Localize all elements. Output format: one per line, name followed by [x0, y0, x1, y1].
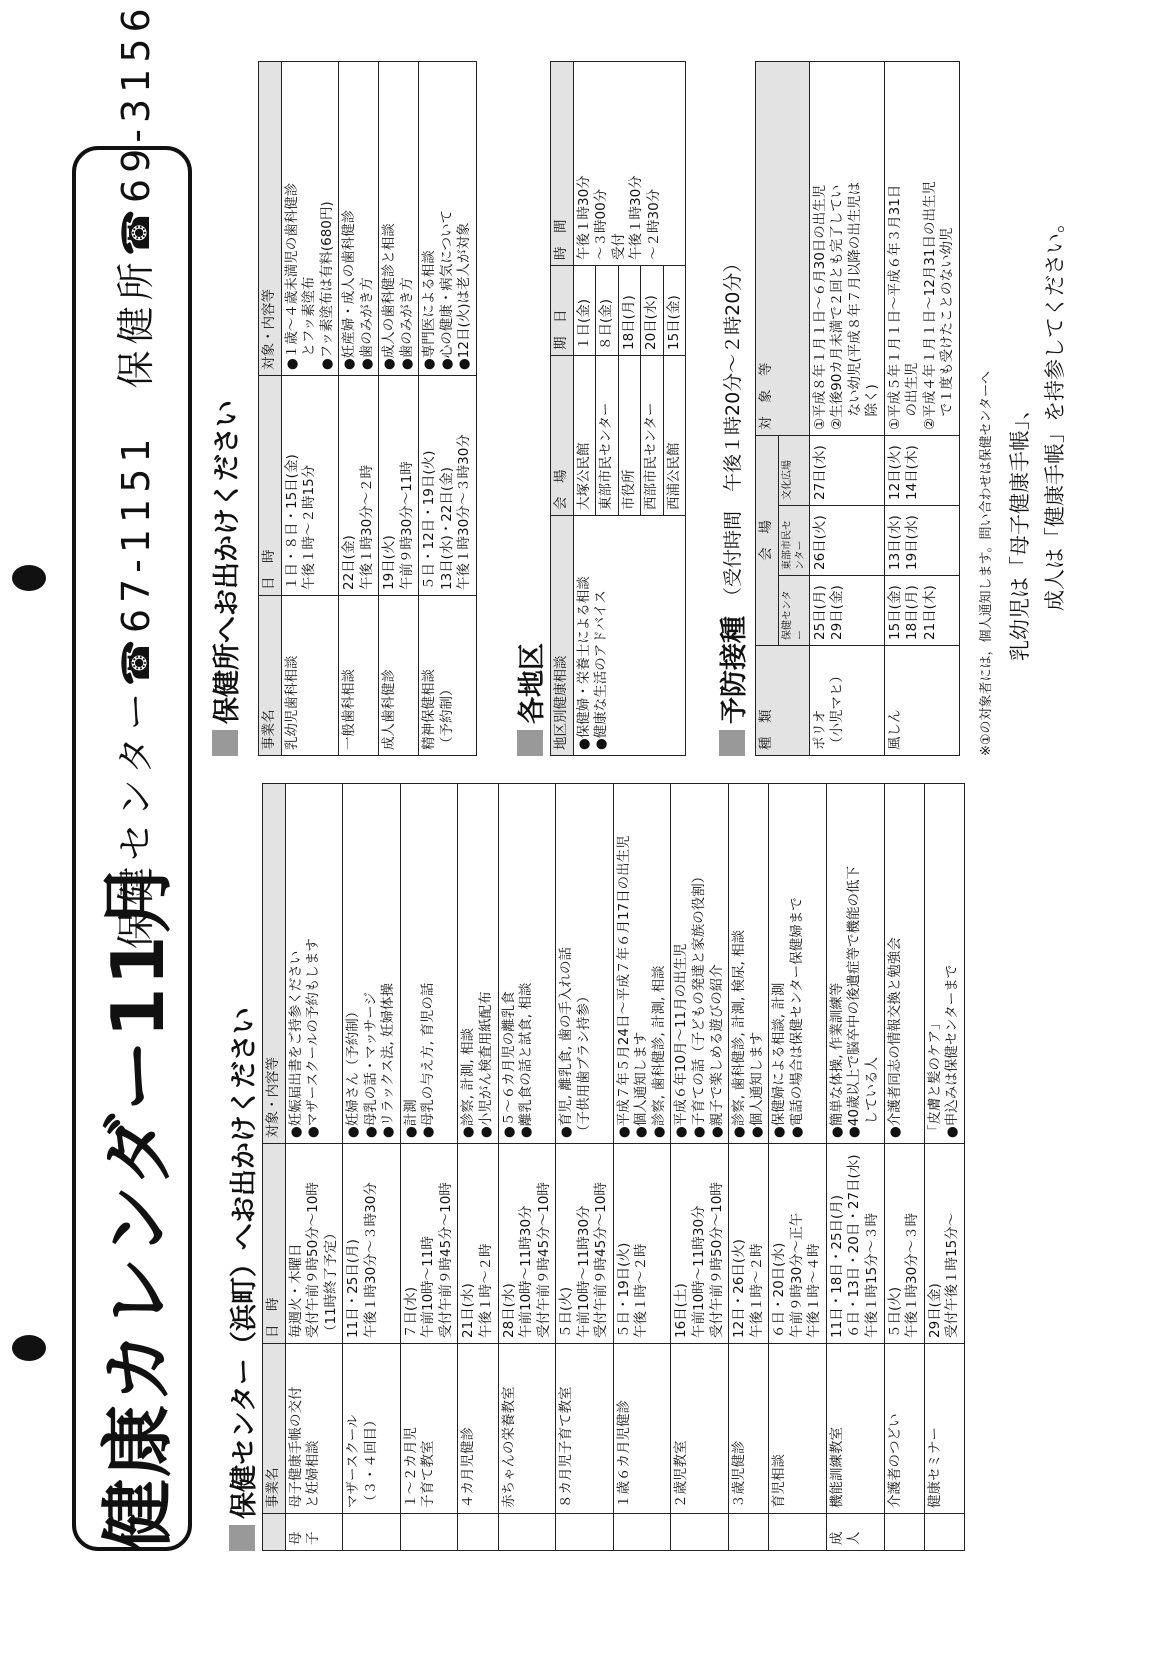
col-header: 対象・内容等 [259, 62, 282, 376]
section-chiku-heading: 各地区 [510, 643, 549, 756]
schedule-line: 21日(水) [460, 1283, 477, 1338]
hoken-center-table [262, 783, 965, 1551]
schedule-line: ７日(水) [402, 1286, 419, 1338]
details-line: ●５～６カ月児の離乳食 [500, 991, 517, 1138]
venue-date-line: 25日(月) [811, 585, 828, 640]
details-line: ●心の健康・病気について [438, 209, 455, 370]
details-line: ●育児, 離乳食, 歯の手入れの話 [558, 947, 575, 1138]
details-line: ●平成６年10月～11月の出生児 [673, 943, 690, 1138]
details-line: ●妊産婦・成人の歯科健診 [341, 209, 358, 370]
chiku-content [573, 516, 686, 756]
venue-date-line: 29日(金) [829, 585, 846, 640]
vaccine-type [884, 646, 959, 756]
schedule-line: 受付午前９時45分～10時 [535, 1182, 552, 1338]
program-name [671, 1344, 729, 1514]
schedule [379, 376, 419, 596]
schedule-line: ５日(火) [558, 1286, 575, 1338]
col-header: 時 間 [551, 62, 574, 266]
schedule [281, 376, 339, 596]
details-line: ●妊娠届出書をご持参ください [287, 950, 304, 1138]
program-name-line: 赤ちゃんの栄養教室 [500, 1386, 517, 1508]
details-line: ●成人の歯科健診と相談 [381, 223, 398, 370]
details [281, 62, 339, 376]
schedule-line: ５日(火) [886, 1286, 903, 1338]
venue: 西部市民センター [641, 356, 664, 516]
chiku-time-line: 受付 [610, 233, 627, 260]
date: 15日(金) [663, 266, 686, 356]
program-name [769, 1344, 827, 1514]
details-line: ●子育ての話（子どもの発達と家族の役割） [691, 869, 708, 1138]
schedule-line: 午後１時30分～３時30分 [362, 1182, 379, 1338]
category-cell [769, 1514, 827, 1551]
section-hokensho-heading: 保健所へお出かけください [205, 400, 244, 756]
schedule-line: 午後１時30分～３時 [904, 1212, 921, 1338]
reception-time: （受付時間 午後１時20分～２時20分） [722, 253, 744, 606]
details [343, 784, 401, 1144]
col-header: 会 場 [756, 436, 779, 646]
schedule-line: 受付午後１時15分～ [944, 1212, 961, 1338]
square-marker-icon [212, 730, 238, 756]
yobou-note: ※①の対象者には，個人通知します。問い合わせは保健センターへ [979, 371, 994, 756]
details-line: ●個人通知します [633, 1031, 650, 1138]
details-line: ●小児がん検査用紙配布 [478, 991, 495, 1138]
table-row [613, 784, 671, 1551]
schedule-line: 午後１時～４時 [806, 1243, 823, 1338]
square-marker-icon [719, 730, 745, 756]
program-name [281, 596, 339, 756]
target-line: の出生児 [904, 362, 921, 430]
venue: 西浦公民館 [663, 356, 686, 516]
schedule [826, 1144, 884, 1344]
details-line: ●リラックス法, 妊婦体操 [380, 983, 397, 1138]
details-line: ●平成７年５月24日～平成７年６月17日の出生児 [615, 835, 632, 1138]
details [419, 62, 477, 376]
col-header: 日 時 [263, 1144, 286, 1344]
venue: 市役所 [618, 356, 641, 516]
schedule [343, 1144, 401, 1344]
date: ８日(金) [596, 266, 619, 356]
schedule-line: 午後１時～２時 [748, 1243, 765, 1338]
venue-date-line: 27日(水) [811, 445, 828, 500]
venue-date [809, 436, 884, 506]
col-header [263, 1514, 286, 1551]
details [556, 784, 614, 1144]
venue-date-line: 15日(金) [886, 585, 903, 640]
chiku-time-line: ～２時30分 [645, 188, 662, 260]
details [671, 784, 729, 1144]
program-name-line: 母子健康手帳の交付 [287, 1386, 304, 1508]
schedule [339, 376, 379, 596]
col-header: 対象・内容等 [263, 784, 286, 1144]
table-row [400, 784, 458, 1551]
details-line: ●歯のみがき方 [398, 277, 415, 370]
details-line: ●12日(火)は老人が対象 [456, 222, 473, 370]
details-line: ●マザースクールの予約もします [305, 938, 322, 1138]
program-name-line: 育児相談 [771, 1454, 788, 1508]
vaccine-type [809, 646, 884, 756]
program-name-line: 健康セミナー [926, 1427, 943, 1508]
schedule-line: 16日(土) [673, 1283, 690, 1338]
category-cell [613, 1514, 671, 1551]
target [884, 62, 959, 436]
program-name-line: ３歳児健診 [731, 1440, 748, 1508]
chiku-table [550, 61, 686, 756]
table-row [458, 784, 498, 1551]
details-line: ●診察, 歯科健診, 計測, 相談 [650, 965, 667, 1138]
details [285, 784, 343, 1144]
venue-header: 文化広場 [778, 436, 809, 506]
col-header: 事業名 [259, 596, 282, 756]
schedule [556, 1144, 614, 1344]
details [613, 784, 671, 1144]
venue-date-line: 18日(月) [904, 585, 921, 640]
program-name-line: 機能訓練教室 [828, 1427, 845, 1508]
details-line: ●専門医による相談 [421, 250, 438, 370]
schedule-line: 受付午前９時50分～10時 [708, 1182, 725, 1338]
schedule-line: 毎週火・木曜日 [287, 1243, 304, 1338]
venue-date-line: 12日(火) [886, 445, 903, 500]
schedule-line: 22日(金) [341, 535, 358, 590]
details-line: ●簡単な体操, 作業訓練等 [828, 982, 845, 1138]
venue-header: 東部市民センター [778, 506, 809, 576]
phone-numbers: 保健センター☎67-1151 保健所☎69-3156 [114, 2, 158, 949]
program-name [613, 1344, 671, 1514]
schedule-line: 午後１時15分～３時 [863, 1212, 880, 1338]
yobou-table [755, 61, 960, 756]
program-name [419, 596, 477, 756]
details-line: とフッ素塗布 [301, 276, 318, 370]
vaccine-type-line: 風しん [886, 709, 903, 750]
details-line: ●保健婦による相談, 計測 [771, 982, 788, 1138]
schedule-line: 13日(水)・22日(金) [438, 467, 455, 590]
table-row [809, 62, 884, 756]
schedule-line: 11日・25日(月) [345, 1239, 362, 1338]
category-cell [924, 1514, 964, 1551]
schedule-line: 午前10時～11時30分 [518, 1205, 535, 1338]
details-line: ●離乳食の話と試食, 相談 [518, 982, 535, 1138]
col-header: 会 場 [551, 356, 574, 516]
schedule-line: 受付午前９時45分～10時 [593, 1182, 610, 1338]
details-line: ●母乳の与え方, 育児の話 [420, 982, 437, 1138]
schedule-line: ６日・20日(水) [771, 1242, 788, 1338]
category-cell [498, 1514, 556, 1551]
program-name-line: 一般歯科相談 [341, 669, 358, 750]
venue-date-line: 26日(火) [811, 515, 828, 570]
venue: 大塚公民館 [573, 356, 596, 516]
details [379, 62, 419, 376]
details [769, 784, 827, 1144]
table-row [343, 784, 401, 1551]
details-line: ●介護者同志の情報交換と勉強会 [886, 937, 903, 1138]
details-line: ●妊婦さん（予約制） [345, 1004, 362, 1138]
details-line: ●40歳以上で脳卒中の後遺症等で機能の低下 [846, 866, 863, 1138]
program-name [826, 1344, 884, 1514]
table-row [826, 784, 884, 1551]
table-row [556, 784, 614, 1551]
program-name-line: 介護者のつどい [886, 1413, 903, 1508]
category-cell [729, 1514, 769, 1551]
table-row [281, 62, 339, 756]
schedule-line: 午後１時30分～３時30分 [456, 434, 473, 590]
details-line: ●計測 [402, 1099, 419, 1138]
details [339, 62, 379, 376]
chiku-time-line: 午後１時30分 [628, 175, 645, 260]
square-marker-icon [229, 1525, 255, 1551]
schedule [458, 1144, 498, 1344]
schedule-line: 午後１時～２時 [478, 1243, 495, 1338]
schedule [671, 1144, 729, 1344]
schedule-line: １日・８日・15日(金) [283, 454, 300, 590]
target-line: ②生後90カ月未満で２回とも完了してい [829, 184, 846, 430]
chiku-time-line: ～３時00分 [593, 188, 610, 260]
table-row [285, 784, 343, 1551]
program-name-line: と妊婦相談 [305, 1440, 322, 1508]
details-line: ●診察, 計測, 相談 [460, 1028, 477, 1138]
schedule-line: 29日(金) [926, 1283, 943, 1338]
target [809, 62, 884, 436]
schedule-line: 午後１時～２時15分 [301, 464, 318, 590]
binder-hole-top [12, 565, 46, 591]
category-cell [400, 1514, 458, 1551]
schedule [729, 1144, 769, 1344]
venue-header: 保健センター [778, 576, 809, 646]
details-line: ●診察, 歯科健診, 計測, 検尿, 相談 [731, 929, 748, 1138]
binder-hole-bottom [12, 1335, 46, 1361]
program-name [498, 1344, 556, 1514]
details [729, 784, 769, 1144]
details-line: ●親子で楽しめる遊びの紹介 [708, 964, 725, 1138]
col-header: 対 象 等 [756, 62, 810, 436]
program-name [924, 1344, 964, 1514]
program-name [884, 1344, 924, 1514]
col-header: 日 時 [259, 376, 282, 596]
section-yobou-heading: 予防接種 （受付時間 午後１時20分～２時20分） [712, 254, 751, 756]
schedule [769, 1144, 827, 1344]
schedule-line: 午前９時30分～正午 [788, 1212, 805, 1338]
schedule-line: 11日・18日・25日(月) [828, 1194, 845, 1338]
details-line: ●個人通知します [748, 1031, 765, 1138]
target-line: ②平成４年１月１日～12月31日の出生児 [921, 181, 938, 430]
details-line: 「皮膚と髪のケア」 [926, 1016, 943, 1138]
closing-line-2: 成人は「健康手帳」を持参してください。 [1043, 212, 1067, 611]
venue-date [884, 576, 959, 646]
details [924, 784, 964, 1144]
category-cell [671, 1514, 729, 1551]
page-title: 健康カレンダー11月 [96, 859, 180, 1551]
category-cell: 母子 [285, 1514, 343, 1551]
table-row [498, 784, 556, 1551]
details-line: ●１歳～４歳未満児の歯科健診 [283, 182, 300, 370]
col-header: 期 日 [551, 266, 574, 356]
col-header: 事業名 [263, 1344, 286, 1514]
schedule-line: ６日・13日・20日・27日(水) [846, 1154, 863, 1338]
schedule-line: （11時終了予定） [322, 1226, 339, 1338]
hokensho-table [258, 61, 477, 756]
closing-line-1: 乳幼児は「母子健康手帳」、 [1008, 398, 1032, 661]
program-name-line: 乳幼児歯科相談 [283, 655, 300, 750]
details [498, 784, 556, 1144]
venue-date-line: 14日(木) [904, 445, 921, 500]
details [826, 784, 884, 1144]
schedule-line: 午後１時30分～２時 [358, 464, 375, 590]
section-hoken-center-heading: 保健センター（浜町）へお出かけください [222, 1007, 261, 1551]
program-name-line: ２歳児教室 [673, 1440, 690, 1508]
category-cell [884, 1514, 924, 1551]
program-name [400, 1344, 458, 1514]
details-line: （子供用歯ブラシ持参） [575, 989, 592, 1138]
program-name [556, 1344, 614, 1514]
date: 18日(月) [618, 266, 641, 356]
schedule-line: 受付午前９時50分～10時 [305, 1182, 322, 1338]
details-line: ●歯のみがき方 [358, 277, 375, 370]
chiku-content-line: ●保健婦・栄養士による相談 [575, 576, 592, 750]
chiku-time [573, 62, 686, 266]
schedule-line: 午前９時30分～11時 [398, 461, 415, 590]
table-row [884, 62, 959, 756]
program-name [458, 1344, 498, 1514]
details [458, 784, 498, 1144]
program-name-line: マザースクール [345, 1414, 362, 1508]
schedule-line: 午前10時～11時 [420, 1236, 437, 1338]
details-line: ●電話の場合は保健センター保健婦まで [788, 897, 805, 1138]
table-row [924, 784, 964, 1551]
schedule [498, 1144, 556, 1344]
date: １日(金) [573, 266, 596, 356]
category-cell [556, 1514, 614, 1551]
schedule-line: 午後１時～２時 [633, 1243, 650, 1338]
program-name-line: （３・４回目） [362, 1413, 379, 1508]
table-row [573, 62, 596, 756]
schedule [419, 376, 477, 596]
schedule-line: 28日(水) [500, 1283, 517, 1338]
category-cell [458, 1514, 498, 1551]
details-line: ●申込みは保健センターまで [944, 964, 961, 1138]
vaccine-type-line: ポリオ [811, 709, 828, 750]
table-row [729, 784, 769, 1551]
target-line: 除く) [864, 384, 881, 430]
program-name [729, 1344, 769, 1514]
col-header: 地区別健康相談 [551, 516, 574, 756]
schedule [285, 1144, 343, 1344]
schedule [884, 1144, 924, 1344]
program-name-line: 成人歯科健診 [381, 669, 398, 750]
program-name [339, 596, 379, 756]
target-line: ①平成８年１月１日～６月30日の出生児 [811, 184, 828, 430]
target-line: ない幼児(平成８年７月以降の出生児は [846, 181, 863, 430]
table-row [339, 62, 379, 756]
program-name [343, 1344, 401, 1514]
program-name-line: （予約制） [438, 682, 455, 750]
program-name [379, 596, 419, 756]
details [400, 784, 458, 1144]
venue-date [809, 576, 884, 646]
table-row [419, 62, 477, 756]
table-row [379, 62, 419, 756]
chiku-content-line: ●健康な生活のアドバイス [593, 590, 610, 750]
program-name-line: 精神保健相談 [421, 669, 438, 750]
schedule [400, 1144, 458, 1344]
program-name [285, 1344, 343, 1514]
details-line: ●フッ素塗布は有料(680円) [318, 201, 335, 370]
table-row [884, 784, 924, 1551]
table-row [769, 784, 827, 1551]
program-name-line: ４カ月児健診 [460, 1427, 477, 1508]
date: 20日(水) [641, 266, 664, 356]
program-name-line: ８カ月児子育て教室 [558, 1386, 575, 1508]
col-header: 種 類 [756, 646, 810, 756]
program-name-line: １～２カ月児 [402, 1427, 419, 1508]
schedule-line: 19日(火) [381, 535, 398, 590]
schedule-line: ５日・12日・19日(火) [421, 450, 438, 590]
target-line: ①平成５年１月１日～平成６年３月31日 [886, 184, 903, 430]
program-name-line: 子育て教室 [420, 1440, 437, 1508]
schedule [924, 1144, 964, 1344]
venue-date-line: 13日(水) [886, 515, 903, 570]
table-row [671, 784, 729, 1551]
details-line: している人 [863, 1057, 880, 1138]
square-marker-icon [517, 730, 543, 756]
chiku-time-line: 午後１時30分 [575, 175, 592, 260]
schedule-line: 12日・26日(火) [731, 1239, 748, 1338]
category-cell: 成人 [826, 1514, 884, 1551]
schedule-line: 午前10時～11時30分 [691, 1205, 708, 1338]
venue-date [884, 506, 959, 576]
schedule [613, 1144, 671, 1344]
schedule-line: ５日・19日(火) [615, 1242, 632, 1338]
vaccine-type-line: （小児マヒ） [829, 669, 846, 750]
schedule-line: 受付午前９時45分～10時 [437, 1182, 454, 1338]
venue-date [809, 506, 884, 576]
schedule-line: 午前10時～11時30分 [575, 1205, 592, 1338]
target-line: で１度も受けたことのない幼児 [939, 227, 956, 430]
venue: 東部市民センター [596, 356, 619, 516]
venue-date-line: 21日(木) [921, 585, 938, 640]
details-line: ●母乳の話・マッサージ [362, 992, 379, 1138]
venue-date-line: 19日(水) [904, 515, 921, 570]
venue-date [884, 436, 959, 506]
program-name-line: １歳６カ月児健診 [615, 1400, 632, 1508]
category-cell [343, 1514, 401, 1551]
details [884, 784, 924, 1144]
